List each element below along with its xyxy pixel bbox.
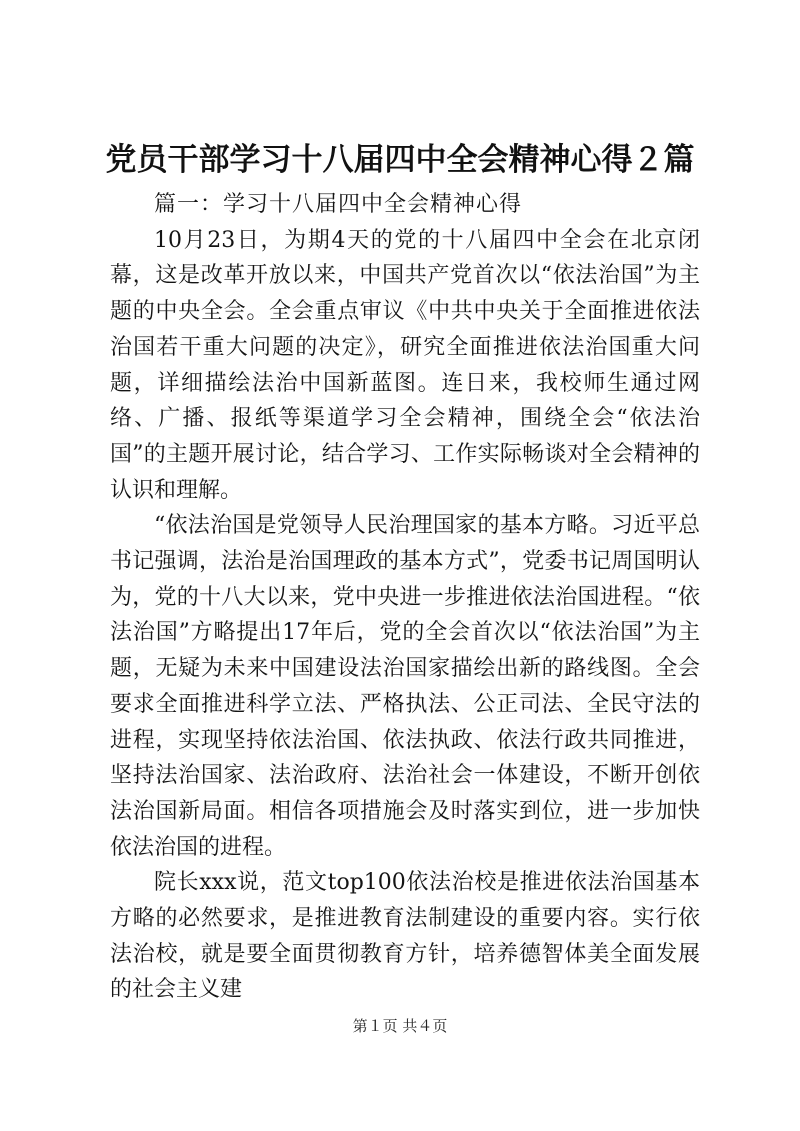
document-body <box>110 187 700 1008</box>
document-title: 党员干部学习十八届四中全会精神心得２篇 <box>105 142 695 178</box>
page-number-footer: 第１页 共４页 <box>352 1017 448 1035</box>
paragraph-2: “依法治国是党领导人民治理国家的基本方略。习近平总书记强调，法治是治国理政的基本方式”，党委书记周国明认为，党的十八大以来，党中央进一步推进依法治国进程。“依法治国”方略提出17年后，党的全会首次以“依法治国”为主题，无疑为未来中国建设法治国家描绘出新的路线图。全会要求全面推进科学立法、严格执法、公正司法、全民守法的进程，实现坚持依法治国、依法执政、依法行政共同推进，坚持法治国家、法治政府、法治社会一体建设，不断开创依法治国新局面。相信各项措施会及时落实到位，进一步加快依法治国的进程。 <box>110 513 700 860</box>
paragraph-3: 院长xxx说，范文top100依法治校是推进依法治国基本方略的必然要求，是推进教育法制建设的重要内容。实行依法治校，就是要全面贯彻教育方针，培养德智体美全面发展的社会主义建 <box>110 870 700 1003</box>
section-subheading: 篇一：学习十八届四中全会精神心得 <box>154 192 523 217</box>
paragraph-1: 10月23日，为期4天的党的十八届四中全会在北京闭幕，这是改革开放以来，中国共产党首次以“依法治国”为主题的中央全会。全会重点审议《中共中央关于全面推进依法治国若干重大问题的决定》，研究全面推进依法治国重大问题，详细描绘法治中国新蓝图。连日来，我校师生通过网络、广播、报纸等渠道学习全会精神，围绕全会“依法治国”的主题开展讨论，结合学习、工作实际畅谈对全会精神的认识和理解。 <box>110 227 700 503</box>
